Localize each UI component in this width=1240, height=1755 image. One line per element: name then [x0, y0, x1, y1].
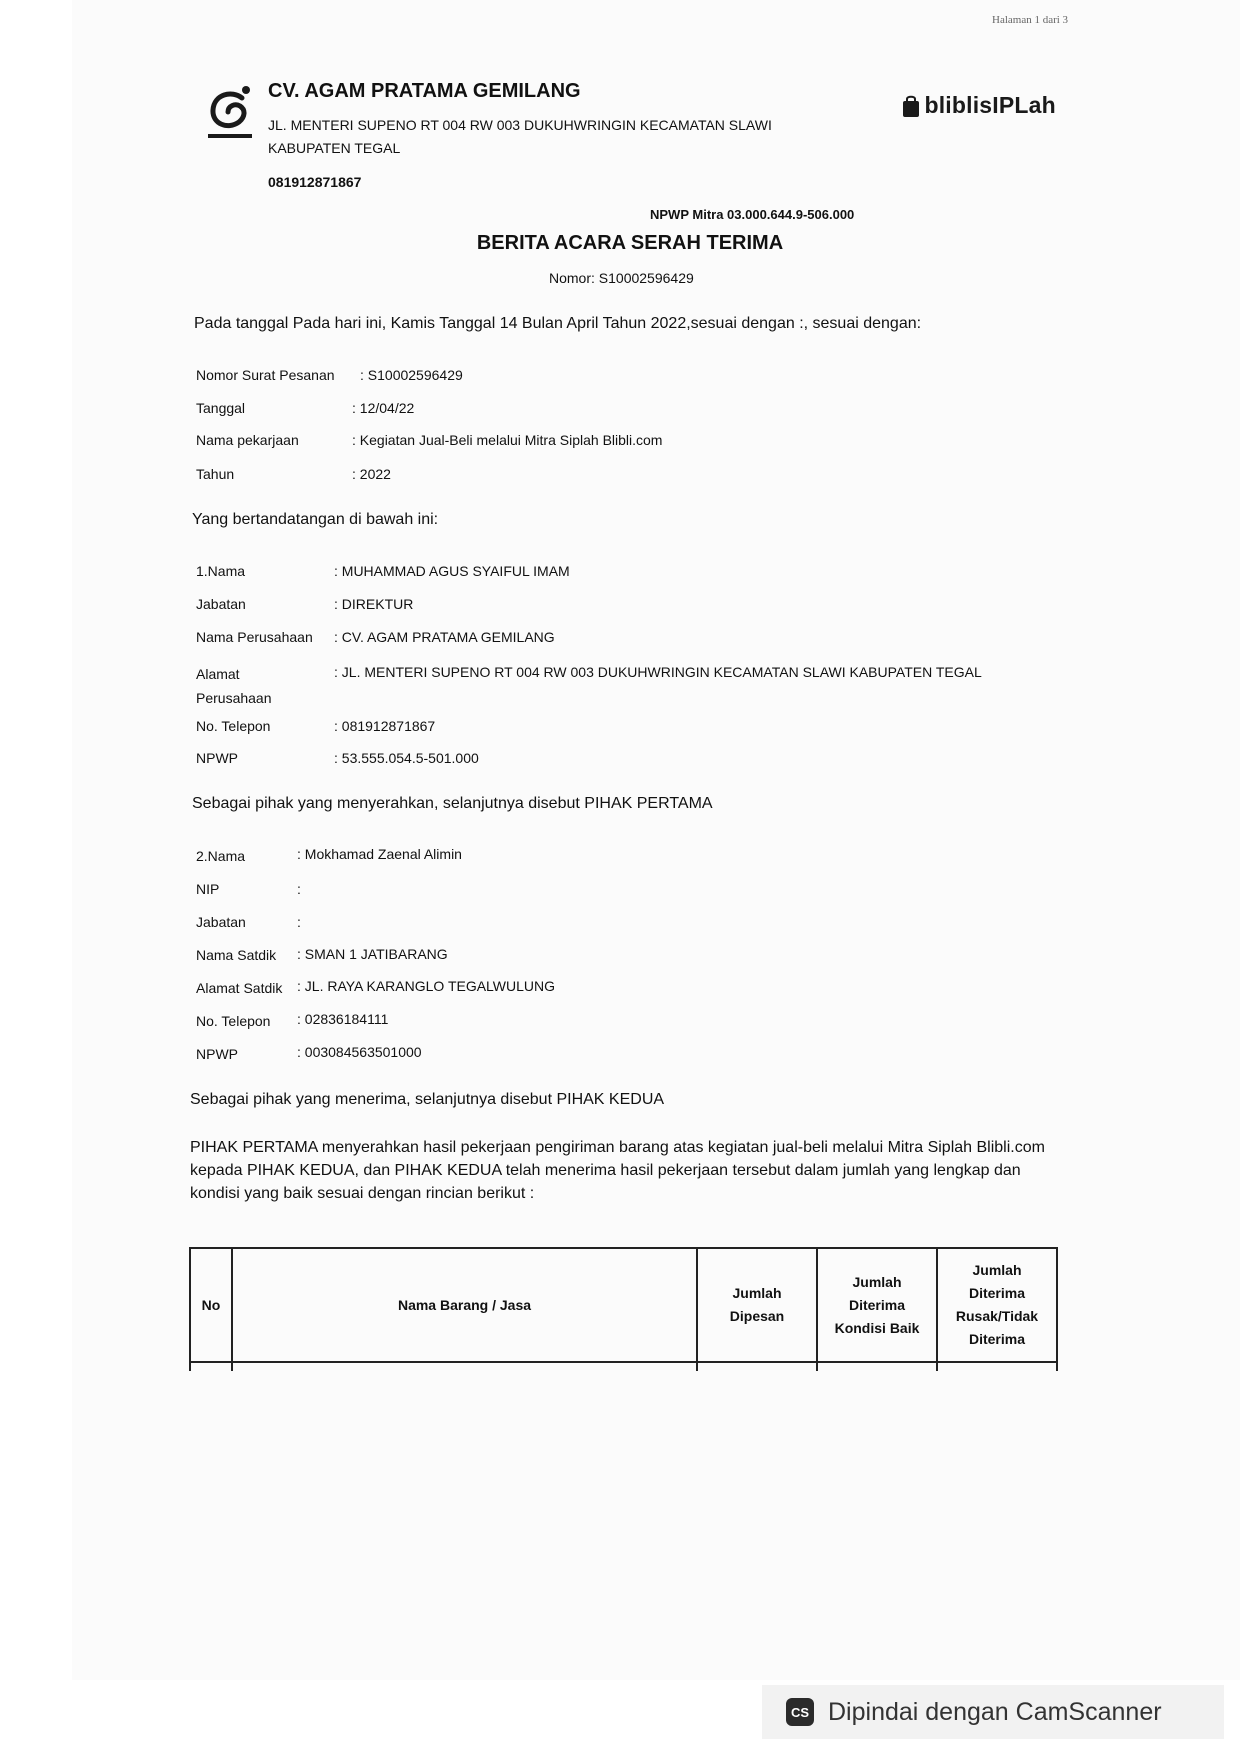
party1-value: : DIREKTUR [334, 596, 414, 612]
table-row [190, 1362, 1057, 1371]
party2-label: Alamat Satdik [196, 980, 283, 996]
table-cell [190, 1362, 232, 1371]
order-value: : Kegiatan Jual-Beli melalui Mitra Siplah Blibli.com [352, 432, 663, 448]
party2-label: Nama Satdik [196, 947, 277, 963]
party1-closing: Sebagai pihak yang menyerahkan, selanjutnya disebut PIHAK PERTAMA [192, 795, 713, 812]
party2-value: : [297, 881, 301, 897]
company-phone: 081912871867 [268, 174, 362, 190]
camscanner-logo-icon: CS [786, 1698, 814, 1726]
camscanner-text: Dipindai dengan CamScanner [828, 1697, 1162, 1726]
col-qty-ordered [697, 1248, 817, 1362]
signers-heading: Yang bertandatangan di bawah ini: [192, 511, 439, 528]
party1-value: : MUHAMMAD AGUS SYAIFUL IMAM [334, 563, 570, 579]
party2-label: Jabatan [196, 914, 246, 930]
party1-value: : 081912871867 [334, 718, 436, 734]
party2-value: : 003084563501000 [297, 1044, 422, 1060]
party2-label: NPWP [196, 1046, 238, 1062]
party1-value: : JL. MENTERI SUPENO RT 004 RW 003 DUKUHWRINGIN KECAMATAN SLAWI KABUPATEN TEGAL [334, 664, 982, 680]
party2-value: : Mokhamad Zaenal Alimin [297, 846, 462, 862]
table-cell [817, 1362, 937, 1371]
party1-label: No. Telepon [196, 718, 271, 734]
table-cell [232, 1362, 697, 1371]
party2-label: 2.Nama [196, 848, 246, 864]
document-title: BERITA ACARA SERAH TERIMA [476, 232, 784, 254]
col-qty-ordered-label: Jumlah Dipesan [729, 1285, 785, 1324]
party2-value: : JL. RAYA KARANGLO TEGALWULUNG [297, 978, 556, 994]
party1-label: NPWP [196, 750, 238, 766]
company-logo-icon [206, 84, 256, 140]
order-value: : 2022 [352, 466, 391, 482]
party2-value: : [297, 914, 301, 930]
handover-paragraph: PIHAK PERTAMA menyerahkan hasil pekerjaan pengiriman barang atas kegiatan jual-beli melalui Mitra Siplah Blibli.com kepada PIHAK KEDUA, dan PIHAK KEDUA telah menerima hasil pekerjaan tersebut dalam jumlah yang lengkap dan kondisi yang baik sesuai dengan rincian berikut : [190, 1139, 1045, 1202]
intro-text: Pada tanggal Pada hari ini, Kamis Tanggal 14 Bulan April Tahun 2022,sesuai dengan :, sesuai dengan: [194, 315, 922, 332]
col-qty-received-good-label: Jumlah Diterima Kondisi Baik [834, 1273, 920, 1336]
party2-label: NIP [196, 881, 220, 897]
company-name: CV. AGAM PRATAMA GEMILANG [268, 80, 581, 102]
order-label: Nomor Surat Pesanan [196, 367, 335, 383]
shopping-bag-icon [902, 94, 920, 118]
table-cell [937, 1362, 1057, 1371]
table-header-row [190, 1248, 1057, 1362]
col-qty-damaged [937, 1248, 1057, 1362]
party1-value: : 53.555.054.5-501.000 [334, 750, 479, 766]
order-value: : 12/04/22 [352, 400, 415, 416]
page-number: Halaman 1 dari 3 [992, 14, 1069, 26]
document-number: Nomor: S10002596429 [549, 270, 694, 286]
party1-value: : CV. AGAM PRATAMA GEMILANG [334, 629, 555, 645]
npwp-mitra: NPWP Mitra 03.000.644.9-506.000 [650, 207, 855, 222]
party1-label: Alamat Perusahaan [196, 666, 272, 706]
col-qty-received-good [817, 1248, 937, 1362]
party2-closing: Sebagai pihak yang menerima, selanjutnya disebut PIHAK KEDUA [190, 1091, 665, 1108]
party2-value: : 02836184111 [297, 1011, 389, 1027]
col-no: No [190, 1248, 232, 1362]
order-value: : S10002596429 [360, 367, 463, 383]
party1-label: Jabatan [196, 596, 246, 612]
table-cell [697, 1362, 817, 1371]
party1-label: Nama Perusahaan [196, 629, 313, 645]
items-table [189, 1247, 1058, 1371]
order-label: Nama pekarjaan [196, 432, 299, 448]
col-item-name: Nama Barang / Jasa [232, 1248, 697, 1362]
brand-text: bliblisIPLah [924, 92, 1056, 118]
party2-label: No. Telepon [196, 1013, 271, 1029]
company-address: JL. MENTERI SUPENO RT 004 RW 003 DUKUHWRINGIN KECAMATAN SLAWI KABUPATEN TEGAL [268, 117, 772, 156]
party1-label: 1.Nama [196, 563, 246, 579]
col-qty-damaged-label: Jumlah Diterima Rusak/Tidak Diterima [955, 1262, 1039, 1347]
bliblisiplah-logo [902, 92, 1056, 124]
party2-value: : SMAN 1 JATIBARANG [297, 946, 448, 962]
camscanner-watermark [762, 1685, 1224, 1739]
order-label: Tanggal [196, 400, 246, 416]
order-label: Tahun [196, 466, 235, 482]
